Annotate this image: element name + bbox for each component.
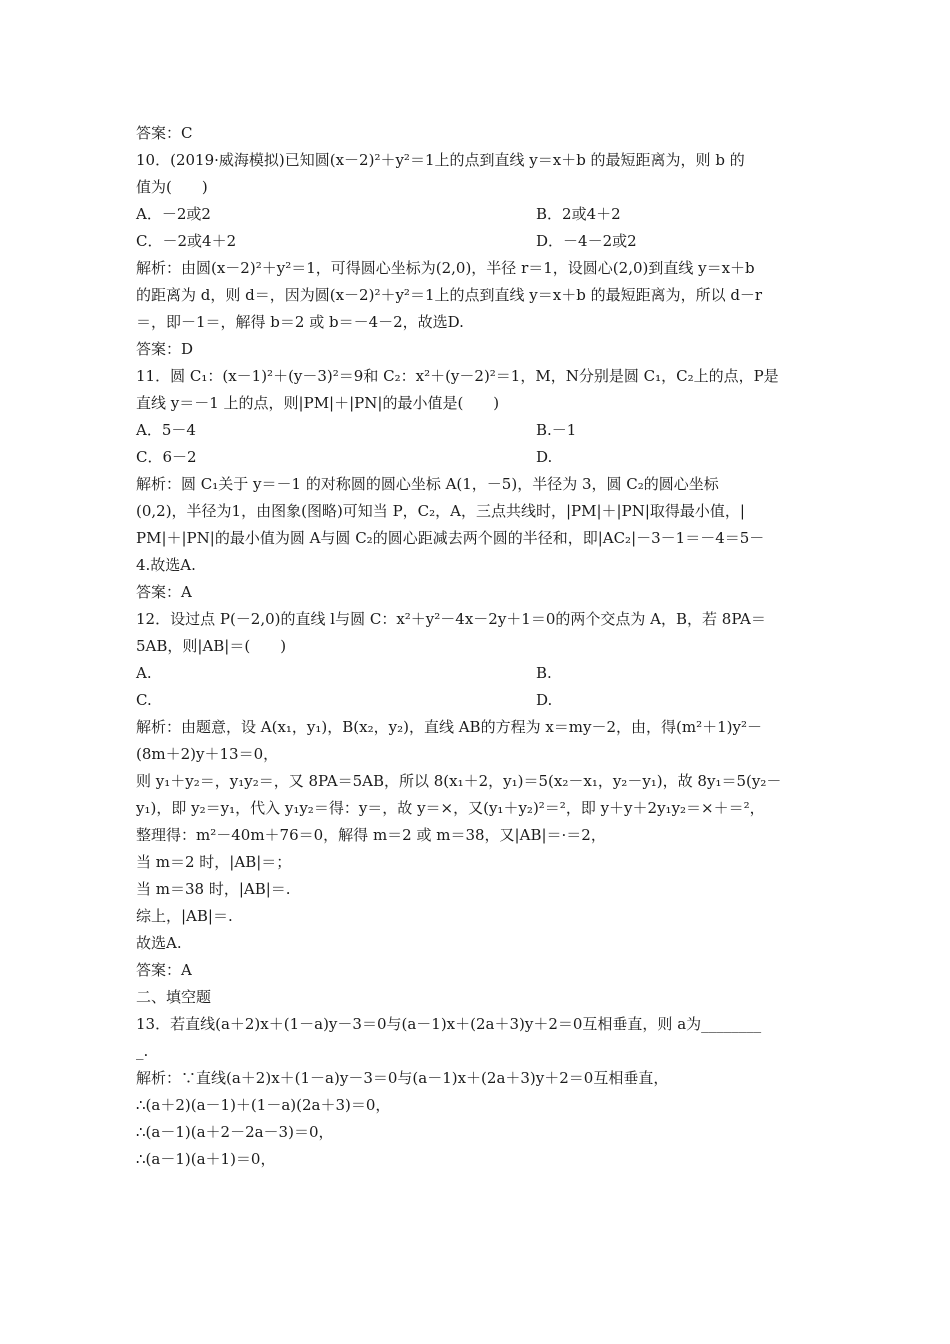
question-10-options-row-2	[136, 228, 816, 255]
solution-10-line-1: 解析：由圆(x－2)²＋y²＝1，可得圆心坐标为(2,0)，半径 r＝1，设圆心(2,0)到直线 y＝x＋b	[136, 259, 755, 277]
question-10-options-row-1	[136, 201, 816, 228]
option-a: A．5－4	[136, 421, 196, 439]
option-c: C．－2或4＋2	[136, 232, 237, 250]
question-12-line-2: 5AB，则|AB|＝( )	[136, 637, 287, 655]
solution-11-line-3: PM|＋|PN|的最小值为圆 A与圆 C₂的圆心距减去两个圆的半径和，即|AC₂|－3－1＝－4＝5－	[136, 529, 765, 547]
solution-12-line-2: (8m＋2)y＋13＝0，	[136, 745, 279, 763]
document-page	[136, 120, 816, 1173]
question-13-line-2: _.	[136, 1042, 149, 1060]
answer-10: 答案：D	[136, 340, 194, 358]
option-a: A.	[136, 664, 152, 682]
solution-12-line-5: 整理得：m²－40m＋76＝0，解得 m＝2 或 m＝38，又|AB|＝·＝2，	[136, 826, 606, 844]
question-13-line-1: 13．若直线(a＋2)x＋(1－a)y－3＝0与(a－1)x＋(2a＋3)y＋2＝0互相垂直，则 a为________	[136, 1015, 762, 1033]
question-12-options-row-2	[136, 687, 816, 714]
option-b: B.－1	[536, 421, 577, 439]
question-12-line-1: 12．设过点 P(－2,0)的直线 l与圆 C：x²＋y²－4x－2y＋1＝0的两个交点为 A，B，若 8PA＝	[136, 610, 766, 628]
question-10-line-1: 10．(2019·威海模拟)已知圆(x－2)²＋y²＝1上的点到直线 y＝x＋b 的最短距离为，则 b 的	[136, 151, 745, 169]
solution-10-line-3: ＝，即－1＝，解得 b＝2 或 b＝－4－2，故选D.	[136, 313, 464, 331]
solution-12-line-8: 综上，|AB|＝.	[136, 907, 233, 925]
question-10-line-2: 值为( )	[136, 178, 208, 196]
question-11-line-1: 11．圆 C₁：(x－1)²＋(y－3)²＝9和 C₂：x²＋(y－2)²＝1，M，N分别是圆 C₁，C₂上的点，P是	[136, 367, 779, 385]
option-d: D.	[536, 448, 553, 466]
solution-11-line-1: 解析：圆 C₁关于 y＝－1 的对称圆的圆心坐标 A(1，－5)，半径为 3，圆 C₂的圆心坐标	[136, 475, 719, 493]
option-b: B.	[536, 664, 552, 682]
option-c: C.	[136, 691, 152, 709]
solution-11-line-4: 4.故选A.	[136, 556, 196, 574]
solution-13-line-2: ∴(a＋2)(a－1)＋(1－a)(2a＋3)＝0，	[136, 1096, 391, 1114]
solution-12-line-6: 当 m＝2 时，|AB|＝；	[136, 853, 292, 871]
option-a: A．－2或2	[136, 205, 211, 223]
question-11-line-2: 直线 y＝－1 上的点，则|PM|＋|PN|的最小值是( )	[136, 394, 500, 412]
answer-9: 答案：C	[136, 124, 193, 142]
solution-12-line-9: 故选A.	[136, 934, 182, 952]
solution-12-line-4: y₁)，即 y₂＝y₁，代入 y₁y₂＝得：y＝，故 y＝×，又(y₁＋y₂)²＝²，即 y＋y＋2y₁y₂＝×＋＝²，	[136, 799, 765, 817]
solution-13-line-4: ∴(a－1)(a＋1)＝0，	[136, 1150, 276, 1168]
solution-12-line-3: 则 y₁＋y₂＝，y₁y₂＝，又 8PA＝5AB，所以 8(x₁＋2，y₁)＝5(x₂－x₁，y₂－y₁)，故 8y₁＝5(y₂－	[136, 772, 782, 790]
solution-13-line-3: ∴(a－1)(a＋2－2a－3)＝0，	[136, 1123, 334, 1141]
solution-11-line-2: (0,2)，半径为1，由图象(图略)可知当 P，C₂，A，三点共线时，|PM|＋|PN|取得最小值，|	[136, 502, 745, 520]
option-d: D.	[536, 691, 553, 709]
answer-11: 答案：A	[136, 583, 192, 601]
option-d: D．－4－2或2	[536, 232, 637, 250]
solution-13-line-1: 解析：∵直线(a＋2)x＋(1－a)y－3＝0与(a－1)x＋(2a＋3)y＋2＝0互相垂直，	[136, 1069, 669, 1087]
section-heading: 二、填空题	[136, 988, 212, 1006]
option-b: B．2或4＋2	[536, 205, 621, 223]
solution-10-line-2: 的距离为 d，则 d＝，因为圆(x－2)²＋y²＝1上的点到直线 y＝x＋b 的最短距离为，所以 d－r	[136, 286, 763, 304]
solution-12-line-1: 解析：由题意，设 A(x₁，y₁)，B(x₂，y₂)，直线 AB的方程为 x＝my－2，由，得(m²＋1)y²－	[136, 718, 763, 736]
answer-12: 答案：A	[136, 961, 192, 979]
option-c: C．6－2	[136, 448, 197, 466]
solution-12-line-7: 当 m＝38 时，|AB|＝.	[136, 880, 291, 898]
question-11-options-row-1	[136, 417, 816, 444]
question-12-options-row-1	[136, 660, 816, 687]
question-11-options-row-2	[136, 444, 816, 471]
